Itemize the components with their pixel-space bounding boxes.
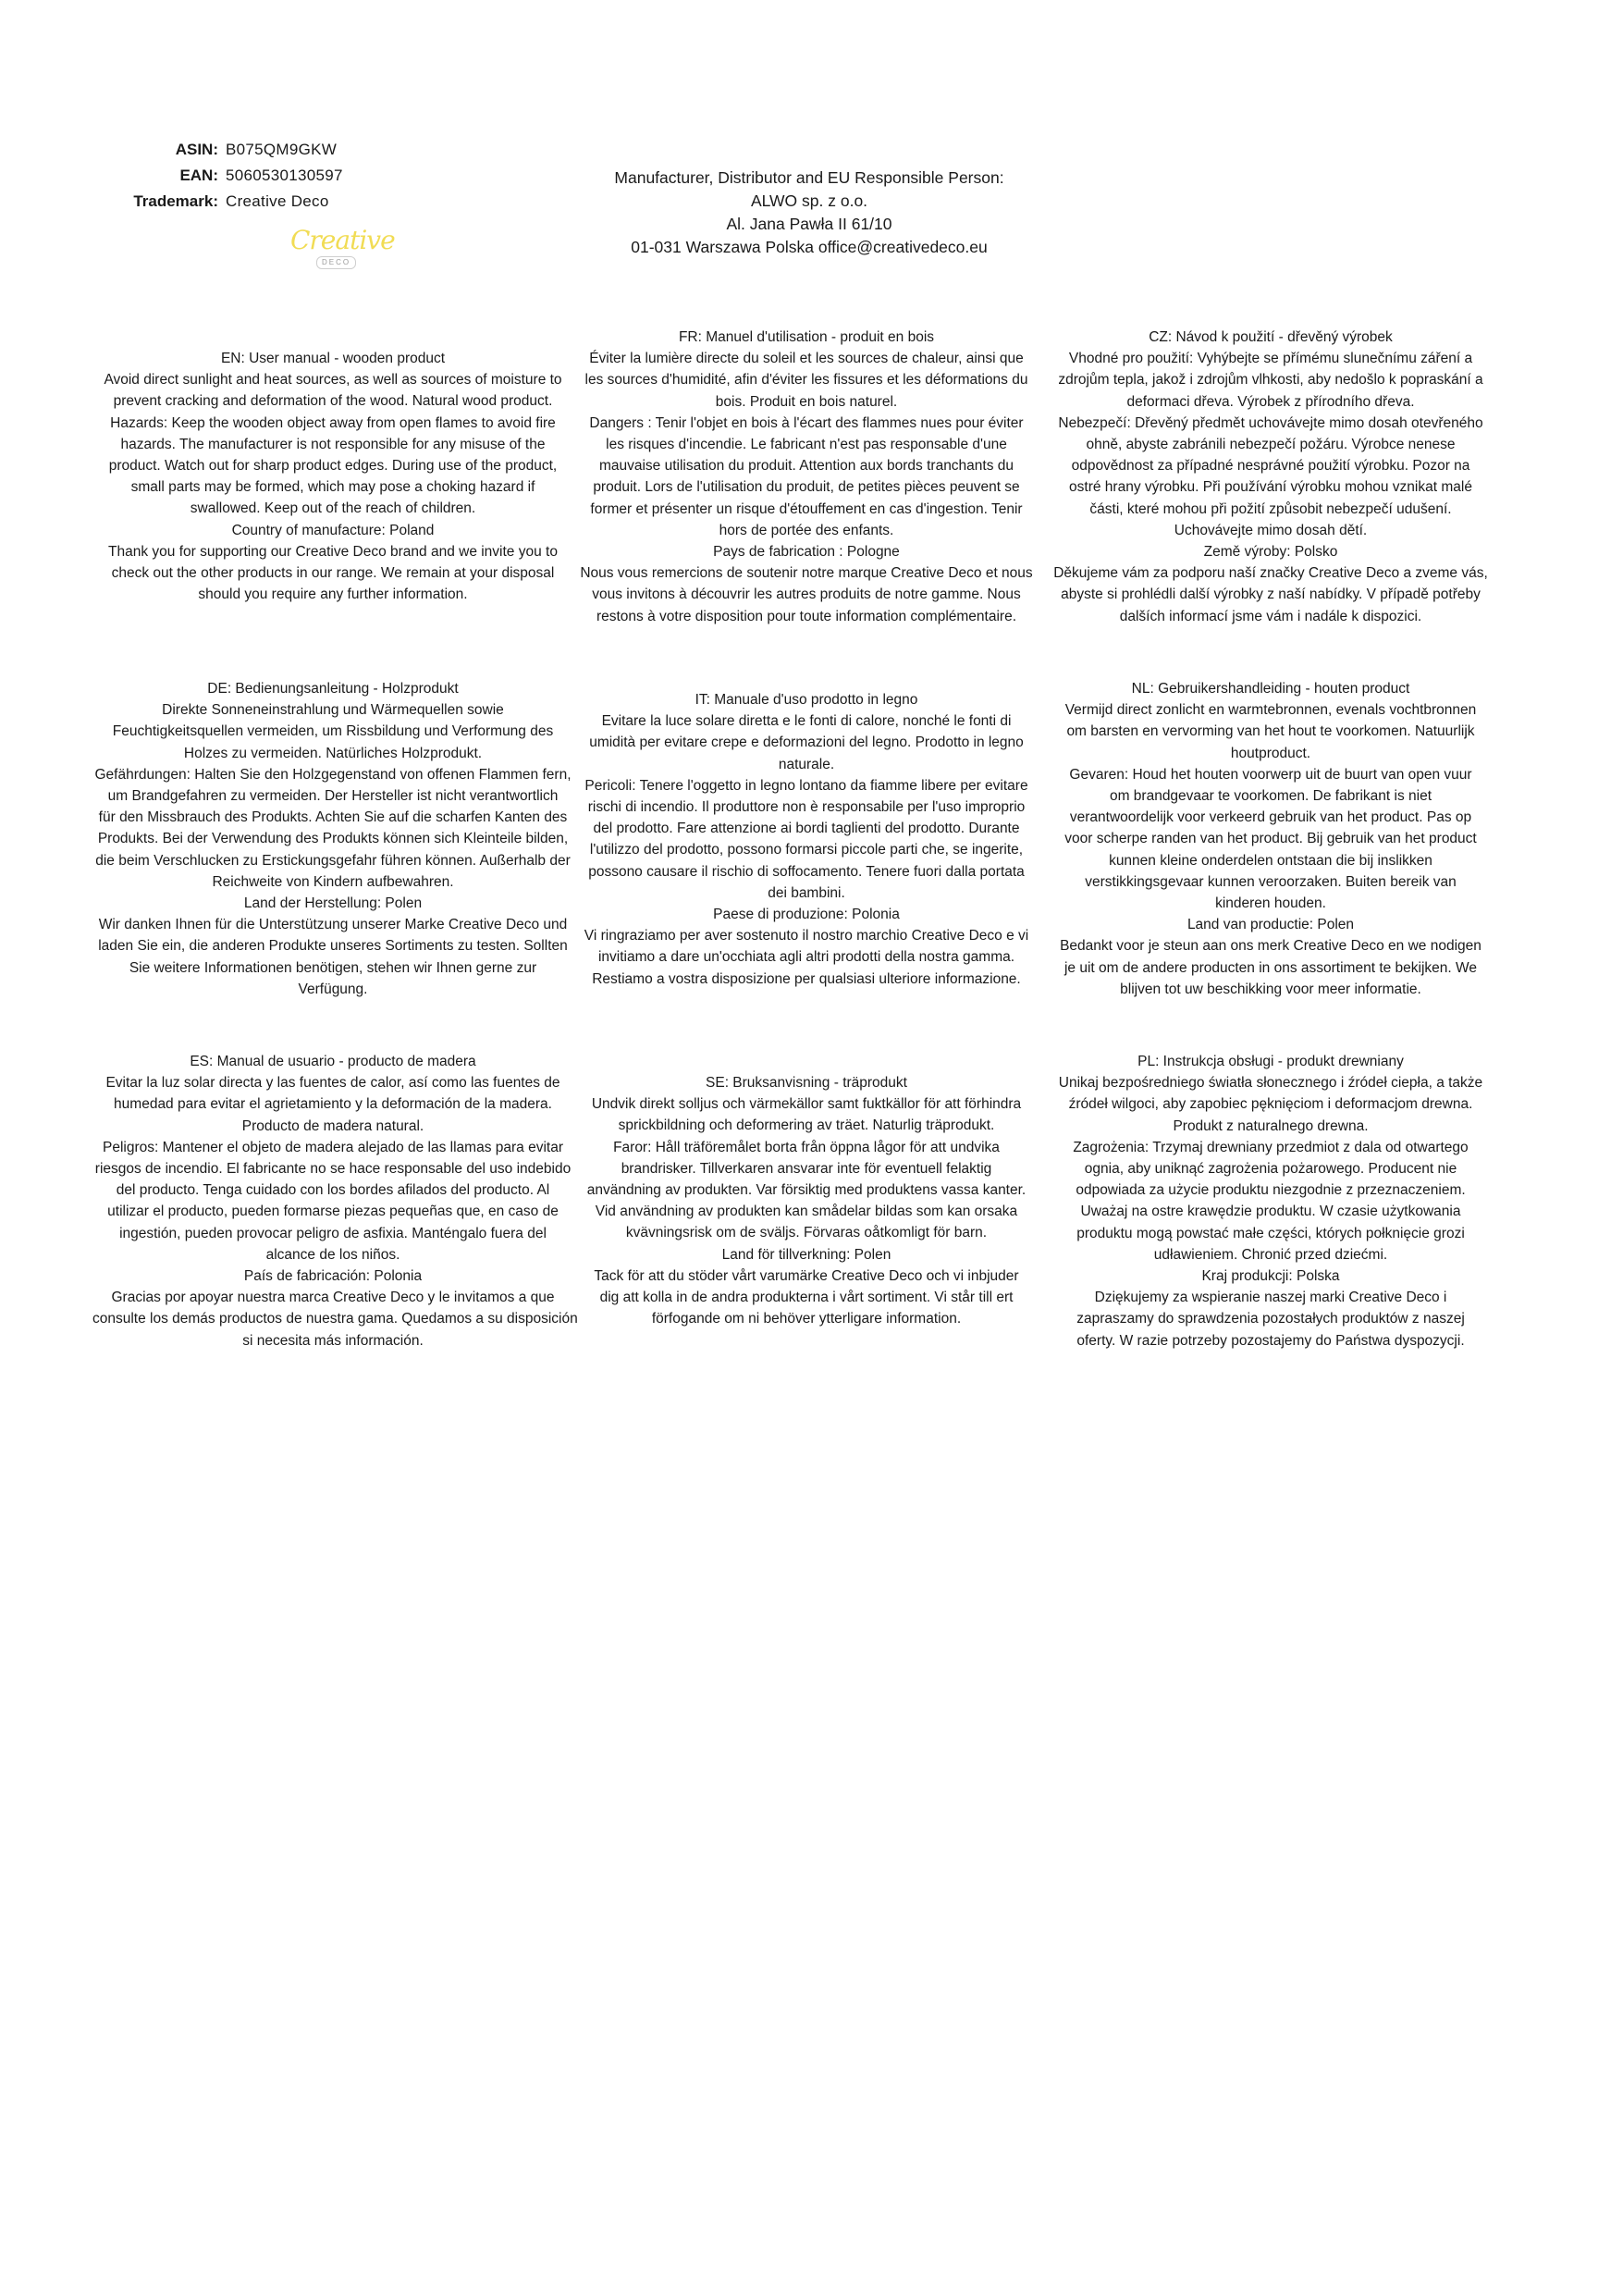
- section-line: für den Missbrauch des Produkts. Achten Sie auf die scharfen Kanten des: [98, 809, 568, 826]
- section-line: Vermijd direct zonlicht en warmtebronnen, evenals vochtbronnen: [1064, 702, 1477, 719]
- section-line: die beim Verschlucken zu Erstickungsgefahr führen können. Außerhalb der: [95, 852, 571, 869]
- section-line: Kraj produkcji: Polska: [1201, 1268, 1340, 1285]
- section-line: Direkte Sonneneinstrahlung und Wärmequellen sowie: [162, 702, 504, 719]
- section-line: verstikkingsgevaar kunnen veroorzaken. Buiten bereik van: [1085, 873, 1457, 890]
- logo-sub-text: DECO: [316, 256, 356, 269]
- section-line: Děkujeme vám za podporu naší značky Creative Deco a zveme vás,: [1053, 565, 1488, 582]
- section-line: les sources d'humidité, afin d'éviter les fissures et les déformations du: [584, 372, 1028, 389]
- section-it: [566, 689, 1047, 990]
- section-line: odpovědnost za případné nesprávné použití výrobku. Pozor na: [1071, 458, 1470, 475]
- trademark-value: Creative Deco: [226, 192, 329, 210]
- section-heading: DE: Bedienungsanleitung - Holzprodukt: [207, 681, 459, 697]
- section-nl: [1030, 678, 1511, 1000]
- section-line: Vi ringraziamo per aver sostenuto il nostro marchio Creative Deco e vi: [584, 928, 1029, 944]
- section-line: zapraszamy do sprawdzenia pozostałych produktów z naszej: [1076, 1311, 1465, 1327]
- section-line: kinderen houden.: [1215, 895, 1326, 912]
- section-cz: [1030, 327, 1511, 627]
- section-line: Tack för att du stöder vårt varumärke Creative Deco och vi inbjuder: [594, 1267, 1019, 1284]
- section-line: abyste si prohlédli další výrobky z naší nabídky. V případě potřeby: [1061, 586, 1481, 603]
- section-se: [566, 1072, 1047, 1329]
- section-line: invitiamo a dare un'occhiata agli altri prodotti della nostra gamma.: [597, 949, 1015, 966]
- section-line: ognia, aby uniknąć zagrożenia pożarowego. Producent nie: [1084, 1161, 1457, 1178]
- section-line: oferty. W razie potrzeby pozostajemy do Państwa dyspozycji.: [1076, 1332, 1465, 1349]
- section-line: ohně, abyste zabránili nebezpečí požáru. Výrobce nenese: [1086, 437, 1456, 453]
- asin-value: B075QM9GKW: [226, 141, 338, 158]
- manufacturer-line: ALWO sp. z o.o.: [750, 191, 868, 210]
- section-line: dig att kolla in de andra produkterna i vårt sortiment. Vi står till ert: [599, 1290, 1014, 1306]
- section-line: Nous vous remercions de soutenir notre marque Creative Deco et nous: [580, 565, 1033, 582]
- section-line: dalších informací jsme vám i nadále k dispozici.: [1119, 608, 1422, 624]
- section-line: udławieniem. Chronić przed dziećmi.: [1153, 1246, 1388, 1263]
- section-heading: SE: Bruksanvisning - träprodukt: [706, 1075, 907, 1091]
- section-line: Pays de fabrication : Pologne: [713, 544, 900, 561]
- section-heading: FR: Manuel d'utilisation - produit en bois: [678, 329, 935, 345]
- section-line: alcance de los niños.: [265, 1246, 400, 1263]
- section-line: části, které mohou při požití způsobit nebezpečí udušení.: [1089, 500, 1452, 517]
- section-heading: IT: Manuale d'uso prodotto in legno: [695, 692, 918, 708]
- section-line: hazards. The manufacturer is not responsible for any misuse of the: [120, 436, 546, 452]
- section-line: Hazards: Keep the wooden object away from open flames to avoid fire: [110, 414, 556, 431]
- section-line: Wir danken Ihnen für die Unterstützung unserer Marke Creative Deco und: [98, 917, 568, 933]
- section-line: mauvaise utilisation du produit. Attention aux bords tranchants du: [598, 458, 1014, 475]
- section-line: Bedankt voor je steun aan ons merk Creative Deco en we nodigen: [1060, 938, 1482, 955]
- section-line: consulte los demás productos de nuestra gama. Quedamos a su disposición: [92, 1311, 578, 1327]
- section-line: del prodotto. Fare attenzione ai bordi taglienti del prodotto. Durante: [593, 821, 1020, 837]
- section-line: utilizar el producto, pueden formarse piezas pequeñas que, en caso de: [107, 1204, 559, 1220]
- ean-label: EAN:: [179, 167, 218, 184]
- product-identifiers: [92, 137, 407, 215]
- section-line: houtproduct.: [1230, 745, 1311, 761]
- section-fr: [566, 327, 1047, 627]
- section-line: Vid användning av produkten kan smådelar bildas som kan orsaka: [595, 1204, 1018, 1220]
- section-es: [92, 1051, 578, 1352]
- section-line: should you require any further information.: [198, 586, 468, 603]
- asin-label: ASIN:: [175, 141, 218, 158]
- manufacturer-line: Manufacturer, Distributor and EU Responsible Person:: [614, 168, 1004, 187]
- section-line: voor scherpe randen van het product. Bij gebruik van het product: [1064, 831, 1477, 847]
- section-line: product. Watch out for sharp product edges. During use of the product,: [108, 458, 558, 475]
- section-line: umidità per evitare crepe e deformazioni del legno. Prodotto in legno: [589, 734, 1024, 751]
- section-line: Verfügung.: [298, 981, 368, 997]
- section-line: si necesita más información.: [242, 1332, 424, 1349]
- section-line: Faror: Håll träföremålet borta från öppna lågor för att undvika: [613, 1139, 1000, 1155]
- section-line: Pericoli: Tenere l'oggetto in legno lontano da fiamme libere per evitare: [584, 777, 1028, 794]
- section-line: Evitar la luz solar directa y las fuentes de calor, así como las fuentes de: [105, 1075, 560, 1092]
- logo-script-text: Creative: [290, 225, 395, 255]
- section-line: odpowiada za użycie produktu niezgodnie z przeznaczeniem.: [1076, 1182, 1466, 1199]
- section-line: sprickbildning och deformering av träet. Naturlig träprodukt.: [618, 1117, 995, 1134]
- section-line: Sie weitere Informationen benötigen, stehen wir Ihnen gerne zur: [129, 959, 537, 976]
- asin-row: [92, 137, 407, 163]
- section-line: Vhodné pro použití: Vyhýbejte se přímému slunečnímu záření a: [1068, 351, 1473, 367]
- creative-deco-logo: [289, 225, 395, 280]
- section-line: Zagrożenia: Trzymaj drewniany przedmiot z dala od otwartego: [1073, 1139, 1469, 1155]
- section-line: Produkts. Bei der Verwendung des Produkts können sich Kleinteile bilden,: [97, 831, 569, 847]
- section-line: Nebezpečí: Dřevěný předmět uchovávejte mimo dosah otevřeného: [1058, 414, 1483, 431]
- section-line: Evitare la luce solare diretta e le fonti di calore, nonché le fonti di: [601, 713, 1012, 730]
- section-line: l'utilizzo del prodotto, possono formarsi piccole parti che, se ingerite,: [589, 842, 1024, 858]
- section-line: humedad para evitar el agrietamiento y la deformación de la madera.: [114, 1096, 552, 1113]
- section-de: [92, 678, 573, 1000]
- manufacturer-line: Al. Jana Pawła II 61/10: [726, 215, 892, 233]
- section-line: Uważaj na ostre krawędzie produktu. W czasie użytkowania: [1080, 1204, 1461, 1220]
- section-line: om brandgevaar te voorkomen. De fabrikant is niet: [1109, 788, 1432, 805]
- section-line: brandrisker. Tillverkaren ansvarar inte för eventuell felaktig: [621, 1160, 992, 1177]
- section-line: deformaci dřeva. Výrobek z přírodního dřeva.: [1126, 393, 1415, 410]
- section-line: Holzes zu vermeiden. Natürliches Holzprodukt.: [183, 745, 483, 761]
- section-line: former et présenter un risque d'étouffement en cas d'ingestion. Tenir: [590, 500, 1023, 517]
- ean-row: [92, 163, 407, 189]
- section-heading: EN: User manual - wooden product: [220, 351, 446, 366]
- section-line: förfogande om ni behöver ytterligare information.: [651, 1311, 962, 1327]
- section-line: Reichweite von Kindern aufbewahren.: [212, 873, 454, 890]
- section-line: possono causare il rischio di soffocamento. Tenere fuori dalla portata: [588, 863, 1025, 880]
- section-line: check out the other products in our range. We remain at your disposal: [111, 565, 555, 582]
- section-line: Dangers : Tenir l'objet en bois à l'écart des flammes nues pour éviter: [589, 414, 1024, 431]
- section-en: [92, 348, 573, 605]
- section-line: zdrojům tepla, jakož i zdrojům vlhkosti, aby nedošlo k popraskání a: [1058, 372, 1483, 389]
- section-line: kunnen kleine onderdelen ontstaan die bij inslikken: [1109, 852, 1432, 869]
- ean-value: 5060530130597: [226, 167, 343, 184]
- section-pl: [1030, 1051, 1511, 1352]
- section-line: je uit om de andere producten in ons assortiment te bekijken. We: [1064, 959, 1478, 976]
- section-line: Paese di produzione: Polonia: [713, 907, 900, 923]
- section-line: swallowed. Keep out of the reach of children.: [190, 500, 476, 517]
- section-line: bois. Produit en bois naturel.: [715, 393, 898, 410]
- section-line: um Brandgefahren zu vermeiden. Der Hersteller ist nicht verantwortlich: [107, 788, 559, 805]
- section-line: Produkt z naturalnego drewna.: [1173, 1117, 1369, 1134]
- section-line: hors de portée des enfants.: [719, 522, 894, 538]
- section-line: ostré hrany výrobku. Při používání výrobku mohou vznikat malé: [1069, 479, 1472, 496]
- section-line: Avoid direct sunlight and heat sources, as well as sources of moisture to: [104, 372, 562, 389]
- section-line: blijven tot uw beschikking voor meer informatie.: [1120, 981, 1421, 997]
- trademark-label: Trademark:: [133, 192, 218, 210]
- section-heading: PL: Instrukcja obsługi - produkt drewniany: [1137, 1054, 1404, 1069]
- section-heading: ES: Manual de usuario - producto de madera: [190, 1054, 476, 1069]
- section-line: Country of manufacture: Poland: [231, 522, 435, 538]
- section-line: kvävningsrisk om de sväljs. Förvaras oåtkomligt för barn.: [625, 1225, 988, 1241]
- section-line: Unikaj bezpośredniego światła słonecznego i źródeł ciepła, a także: [1058, 1075, 1483, 1092]
- section-line: Land der Herstellung: Polen: [243, 895, 423, 912]
- section-line: Restiamo a vostra disposizione per qualsiasi ulteriore informazione.: [592, 970, 1021, 987]
- section-line: Země výroby: Polsko: [1203, 544, 1338, 561]
- section-line: del producto. Tenga cuidado con los bordes afilados del producto. Al: [116, 1182, 550, 1199]
- section-line: Producto de madera natural.: [241, 1117, 424, 1134]
- section-line: prevent cracking and deformation of the wood. Natural wood product.: [113, 393, 553, 410]
- section-line: les risques d'incendie. Le fabricant n'est pas responsable d'une: [606, 437, 1007, 453]
- section-line: Peligros: Mantener el objeto de madera alejado de las llamas para evitar: [102, 1139, 563, 1155]
- section-heading: NL: Gebruikershandleiding - houten product: [1131, 681, 1410, 697]
- section-line: naturale.: [778, 756, 835, 772]
- manufacturer-block: [555, 167, 1064, 259]
- section-line: źródeł wilgoci, aby zapobiec pęknięciom i deformacjom drewna.: [1068, 1096, 1473, 1113]
- section-line: produktu mogą powstać małe części, których połknięcie grozi: [1076, 1225, 1465, 1241]
- section-line: País de fabricación: Polonia: [243, 1268, 423, 1285]
- section-line: Undvik direkt solljus och värmekällor samt fuktkällor för att förhindra: [591, 1096, 1022, 1113]
- section-heading: CZ: Návod k použití - dřevěný výrobek: [1149, 329, 1393, 345]
- section-line: riesgos de incendio. El fabricante no se hace responsable del uso indebido: [94, 1161, 572, 1178]
- section-line: laden Sie ein, die anderen Produkte unseres Sortiments zu testen. Sollten: [98, 938, 568, 955]
- section-line: restons à votre disposition pour toute information complémentaire.: [596, 608, 1017, 624]
- section-line: Gevaren: Houd het houten voorwerp uit de buurt van open vuur: [1069, 766, 1472, 783]
- section-line: Thank you for supporting our Creative Deco brand and we invite you to: [108, 543, 558, 560]
- section-line: Land van productie: Polen: [1187, 917, 1355, 933]
- section-line: Gefährdungen: Halten Sie den Holzgegenstand von offenen Flammen fern,: [94, 766, 572, 783]
- section-line: Land för tillverkning: Polen: [721, 1246, 891, 1263]
- manufacturer-line: 01-031 Warszawa Polska office@creativedeco.eu: [631, 238, 988, 256]
- section-line: Feuchtigkeitsquellen vermeiden, um Rissbildung und Verformung des: [112, 723, 554, 740]
- section-line: Uchovávejte mimo dosah dětí.: [1174, 522, 1368, 538]
- section-line: Éviter la lumière directe du soleil et les sources de chaleur, ainsi que: [589, 351, 1024, 367]
- section-line: verantwoordelijk voor verkeerd gebruik van het product. Pas op: [1069, 809, 1472, 826]
- section-line: Dziękujemy za wspieranie naszej marki Creative Deco i: [1094, 1290, 1447, 1306]
- section-line: om barsten en vervorming van het hout te voorkomen. Natuurlijk: [1066, 723, 1475, 740]
- section-line: small parts may be formed, which may pose a choking hazard if: [130, 479, 535, 496]
- section-line: dei bambini.: [768, 884, 845, 901]
- section-line: rischi di incendio. Il produttore non è responsabile per l'uso improprio: [587, 799, 1026, 816]
- trademark-row: [92, 189, 407, 215]
- section-line: ingestión, pueden provocar peligro de asfixia. Manténgalo fuera del: [119, 1225, 547, 1241]
- section-line: Gracias por apoyar nuestra marca Creative Deco y le invitamos a que: [111, 1290, 555, 1306]
- section-line: vous invitons à découvrir les autres produits de notre gamme. Nous: [592, 586, 1021, 603]
- section-line: användning av produkten. Var försiktig med produktens vassa kanter.: [586, 1182, 1027, 1199]
- section-line: produit. Lors de l'utilisation du produit, de petites pièces peuvent se: [593, 479, 1020, 496]
